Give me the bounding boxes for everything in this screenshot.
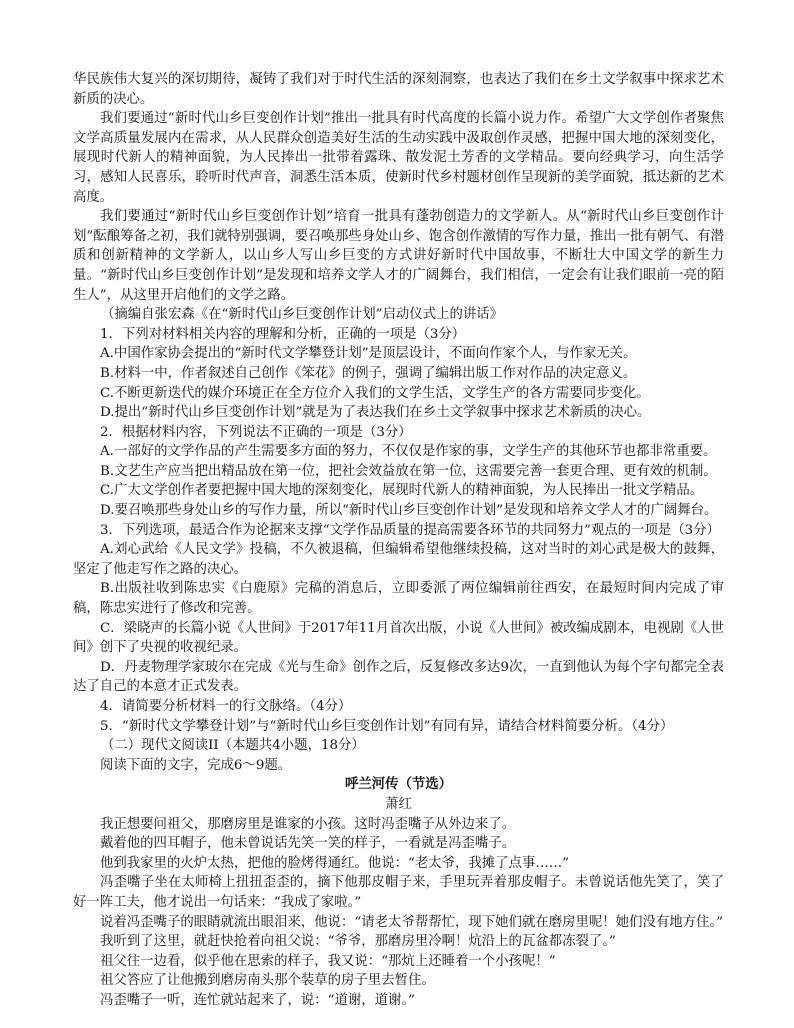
question-1-option-c: C.不断更新迭代的媒介环境正在全方位介入我们的文学生活，文学生产的各方需要同步变化。	[100, 385, 650, 401]
question-3-option-d: D．丹麦物理学家玻尔在完成《光与生命》创作之后，反复修改多达9次，一直到他认为每个字句都完全表达了自己的本意才正式发表。	[73, 659, 724, 695]
paragraph-new-talent: 我们要通过“新时代山乡巨变创作计划”培育一批具有蓬勃创造力的文学新人。从“新时代山乡巨变创作计划”酝酿筹备之初，我们就特别强调，要召唤那些身处山乡、饱含创作激情的写作力量，推出一批有朝气、有潜质和创新精神的文学新人，以山乡人写山乡巨变的方式讲好新时代中国故事，不断壮大中国文学的新生力量。“新时代山乡巨变创作计划”是发现和培养文学人才的广阔舞台，我们相信，一定会有让我们眼前一亮的陌生人”，从这里开启他们的文学之路。	[73, 209, 724, 303]
story-title: 呼兰河传（节选）	[344, 776, 453, 793]
question-2-stem: 2．根据材料内容，下列说法不正确的一项是（3分）	[100, 424, 412, 440]
question-4: 4．请简要分析材料一的行文脉络。（4分）	[100, 699, 352, 714]
question-2-option-c: C.广大文学创作者要把握中国大地的深刻变化，展现时代新人的精神面貌，为人民捧出一批文学精品。	[100, 483, 704, 499]
question-2-option-d: D.要召唤那些身处山乡的写作力量，所以“新时代山乡巨变创作计划”是发现和培养文学人才的广阔舞台。	[100, 503, 718, 519]
question-2-option-b: B.文艺生产应当把出精品放在第一位，把社会效益放在第一位，这需要完善一套更合理、更有效的机制。	[100, 463, 717, 479]
section-2-heading: （二）现代文阅读II（本题共4小题，18分）	[101, 738, 365, 754]
question-3-option-a: A.刘心武给《人民文学》投稿，不久被退稿，但编辑希望他继续投稿，这对当时的刘心武是极大的鼓舞，坚定了他走写作之路的决心。	[73, 542, 724, 577]
source-note: （摘编自张宏森《在“新时代山乡巨变创作计划”启动仪式上的讲话》	[101, 307, 504, 323]
paragraph-long-novel: 我们要通过“新时代山乡巨变创作计划”推出一批具有时代高度的长篇小说力作。希望广大文学创作者聚焦文学高质量发展内在需求，从人民群众创造美好生活的生动实践中汲取创作灵感，把握中国大地的深刻变化，展现时代新人的精神面貌，为人民捧出一批带着露珠、散发泥土芳香的文学精品。要向经典学习，向生活学习，感知人民喜乐，聆听时代声音，洞悉生活本质，使新时代乡村题材创作呈现新的美学面貌，抵达新的艺术高度。	[73, 111, 724, 205]
story-paragraph: 祖父答应了让他搬到磨房南头那个装草的房子里去暂住。	[100, 973, 435, 989]
story-paragraph: 说着冯歪嘴子的眼睛就流出眼泪来，他说：“请老太爷帮帮忙，现下她们就在磨房里呢！她们没有地方住。”	[100, 914, 723, 930]
question-2-option-a: A.一部好的文学作品的产生需要多方面的努力，不仅仅是作家的事，文学生产的其他环节也都非常重要。	[100, 444, 717, 460]
question-1-option-b: B.材料一中，作者叙述自己创作《笨花》的例子，强调了编辑出版工作对作品的决定意义。	[100, 365, 637, 381]
story-author: 萧红	[385, 796, 412, 812]
story-paragraph: 祖父往一边看，似乎他在思索的样子，我又说：“那炕上还睡着一个小孩呢！”	[100, 953, 556, 969]
exam-page	[73, 70, 724, 1011]
story-paragraph: 他到我家里的火炉太热，把他的脸烤得通红。他说：“老太爷，我摊了点事……”	[100, 855, 569, 871]
question-1-stem: 1．下列对材料相关内容的理解和分析，正确的一项是（3分）	[100, 326, 466, 342]
question-1-option-a: A.中国作家协会提出的“新时代文学攀登计划”是顶层设计，不面向作家个人，与作家无关。	[100, 346, 637, 362]
story-paragraph: 我正想要问祖父，那磨房里是谁家的小孩。这时冯歪嘴子从外边来了。	[100, 816, 516, 832]
question-5: 5．“新时代文学攀登计划”与“新时代山乡巨变创作计划”有同有异，请结合材料简要分析。（4分）	[100, 718, 674, 734]
question-3-option-c: C．梁晓声的长篇小说《人世间》于2017年11月首次出版，小说《人世间》被改编成剧本，电视剧《人世间》创下了央视的收视纪录。	[73, 620, 724, 656]
story-paragraph: 我听到了这里，就赶快抢着向祖父说：“爷爷，那磨房里冷啊！炕沿上的瓦盆都冻裂了。”	[100, 934, 616, 950]
question-1-option-d: D.提出“新时代山乡巨变创作计划”就是为了表达我们在乡土文学叙事中探求艺术新质的决心。	[100, 405, 651, 421]
story-paragraph: 冯歪嘴子一听，连忙就站起来了，说：“道谢，道谢。”	[100, 992, 415, 1008]
story-paragraph: 冯歪嘴子坐在太师椅上扭扭歪歪的，摘下他那皮帽子来，手里玩弄着那皮帽子。未曾说话他先笑了，笑了好一阵工夫，他才说出一句话来：“我成了家啦。”	[73, 875, 724, 910]
story-paragraph: 戴着他的四耳帽子，他未曾说话先笑一笑的样子，一看就是冯歪嘴子。	[100, 836, 516, 852]
paragraph-intro-tail: 华民族伟大复兴的深切期待，凝铸了我们对于时代生活的深刻洞察，也表达了我们在乡土文学叙事中探求艺术新质的决心。	[73, 72, 724, 107]
question-3-option-b: B.出版社收到陈忠实《白鹿原》完稿的消息后，立即委派了两位编辑前往西安，在最短时间内完成了审稿，陈忠实进行了修改和完善。	[73, 581, 724, 617]
question-3-stem: 3．下列选项，最适合作为论据来支撑“文学作品质量的提高需要各环节的共同努力”观点的一项是（3分）	[100, 522, 720, 538]
reading-instruction: 阅读下面的文字，完成6～9题。	[100, 757, 292, 773]
